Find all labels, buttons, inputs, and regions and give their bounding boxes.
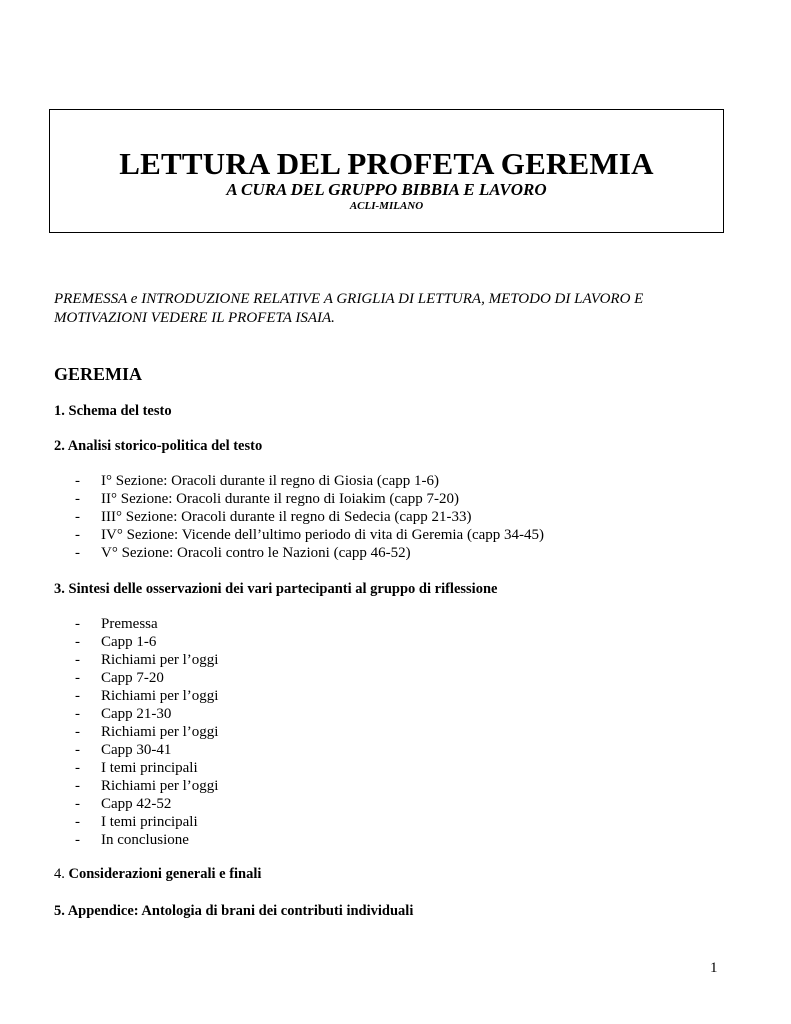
sintesi-item <box>75 813 218 831</box>
document-subtitle: A CURA DEL GRUPPO BIBBIA E LAVORO <box>226 180 547 199</box>
sintesi-item <box>75 651 218 669</box>
list-item-text: IV° Sezione: Vicende dell’ultimo periodo di vita di Geremia (capp 34-45) <box>101 527 545 543</box>
sezione-item <box>75 508 544 526</box>
list-item-text: I° Sezione: Oracoli durante il regno di Giosia (capp 1-6) <box>101 473 439 489</box>
list-dash: - <box>75 778 80 794</box>
page-number: 1 <box>710 960 718 976</box>
list-item-text: I temi principali <box>101 814 198 830</box>
list-dash: - <box>75 509 80 525</box>
list-dash: - <box>75 814 80 830</box>
list-dash: - <box>75 724 80 740</box>
list-dash: - <box>75 796 80 812</box>
sintesi-item <box>75 741 218 759</box>
list-dash: - <box>75 760 80 776</box>
sezioni-list <box>75 472 544 562</box>
list-item-text: Richiami per l’oggi <box>101 652 219 668</box>
list-dash: - <box>75 634 80 650</box>
heading-analisi: 2. Analisi storico-politica del testo <box>54 438 263 454</box>
organization-name: ACLI-MILANO <box>349 200 424 212</box>
list-item-text: II° Sezione: Oracoli durante il regno di Ioiakim (capp 7-20) <box>101 491 459 507</box>
list-item-text: Capp 1-6 <box>101 634 157 650</box>
heading-sintesi: 3. Sintesi delle osservazioni dei vari partecipanti al gruppo di riflessione <box>54 581 498 597</box>
sintesi-item <box>75 795 218 813</box>
list-item-text: In conclusione <box>101 832 189 848</box>
list-item-text: V° Sezione: Oracoli contro le Nazioni (capp 46-52) <box>101 545 411 561</box>
sintesi-list <box>75 615 218 849</box>
section-title: GEREMIA <box>54 364 143 384</box>
document-title: LETTURA DEL PROFETA GEREMIA <box>119 146 654 181</box>
list-item-text: Richiami per l’oggi <box>101 724 219 740</box>
list-dash: - <box>75 652 80 668</box>
list-item-text: Richiami per l’oggi <box>101 688 219 704</box>
list-dash: - <box>75 473 80 489</box>
list-dash: - <box>75 742 80 758</box>
sezione-item <box>75 490 544 508</box>
sezione-item <box>75 472 544 490</box>
list-item-text: Capp 21-30 <box>101 706 172 722</box>
list-dash: - <box>75 491 80 507</box>
intro-line-2: MOTIVAZIONI VEDERE IL PROFETA ISAIA. <box>54 310 335 326</box>
list-dash: - <box>75 670 80 686</box>
list-item-text: III° Sezione: Oracoli durante il regno di Sedecia (capp 21-33) <box>101 509 472 525</box>
heading-appendice: 5. Appendice: Antologia di brani dei contributi individuali <box>54 903 414 919</box>
list-item-text: Premessa <box>101 616 158 632</box>
sezione-item <box>75 544 544 562</box>
heading-schema: 1. Schema del testo <box>54 403 172 419</box>
list-dash: - <box>75 688 80 704</box>
sintesi-item <box>75 669 218 687</box>
sintesi-item <box>75 687 218 705</box>
list-item-text: Richiami per l’oggi <box>101 778 219 794</box>
sezione-item <box>75 526 544 544</box>
sintesi-item <box>75 723 218 741</box>
list-item-text: I temi principali <box>101 760 198 776</box>
sintesi-item <box>75 705 218 723</box>
sintesi-item <box>75 831 218 849</box>
list-dash: - <box>75 832 80 848</box>
list-dash: - <box>75 527 80 543</box>
heading-number: 4. <box>54 866 65 882</box>
intro-paragraph <box>54 290 704 328</box>
intro-line-1: PREMESSA e INTRODUZIONE RELATIVE A GRIGLIA DI LETTURA, METODO DI LAVORO E <box>54 291 644 307</box>
list-item-text: Capp 42-52 <box>101 796 172 812</box>
sintesi-item <box>75 615 218 633</box>
list-dash: - <box>75 706 80 722</box>
heading-considerazioni <box>54 866 261 883</box>
heading-text: Considerazioni generali e finali <box>68 866 262 882</box>
sintesi-item <box>75 777 218 795</box>
list-dash: - <box>75 616 80 632</box>
title-box <box>49 109 724 233</box>
sintesi-item <box>75 633 218 651</box>
list-item-text: Capp 30-41 <box>101 742 172 758</box>
list-dash: - <box>75 545 80 561</box>
sintesi-item <box>75 759 218 777</box>
list-item-text: Capp 7-20 <box>101 670 164 686</box>
